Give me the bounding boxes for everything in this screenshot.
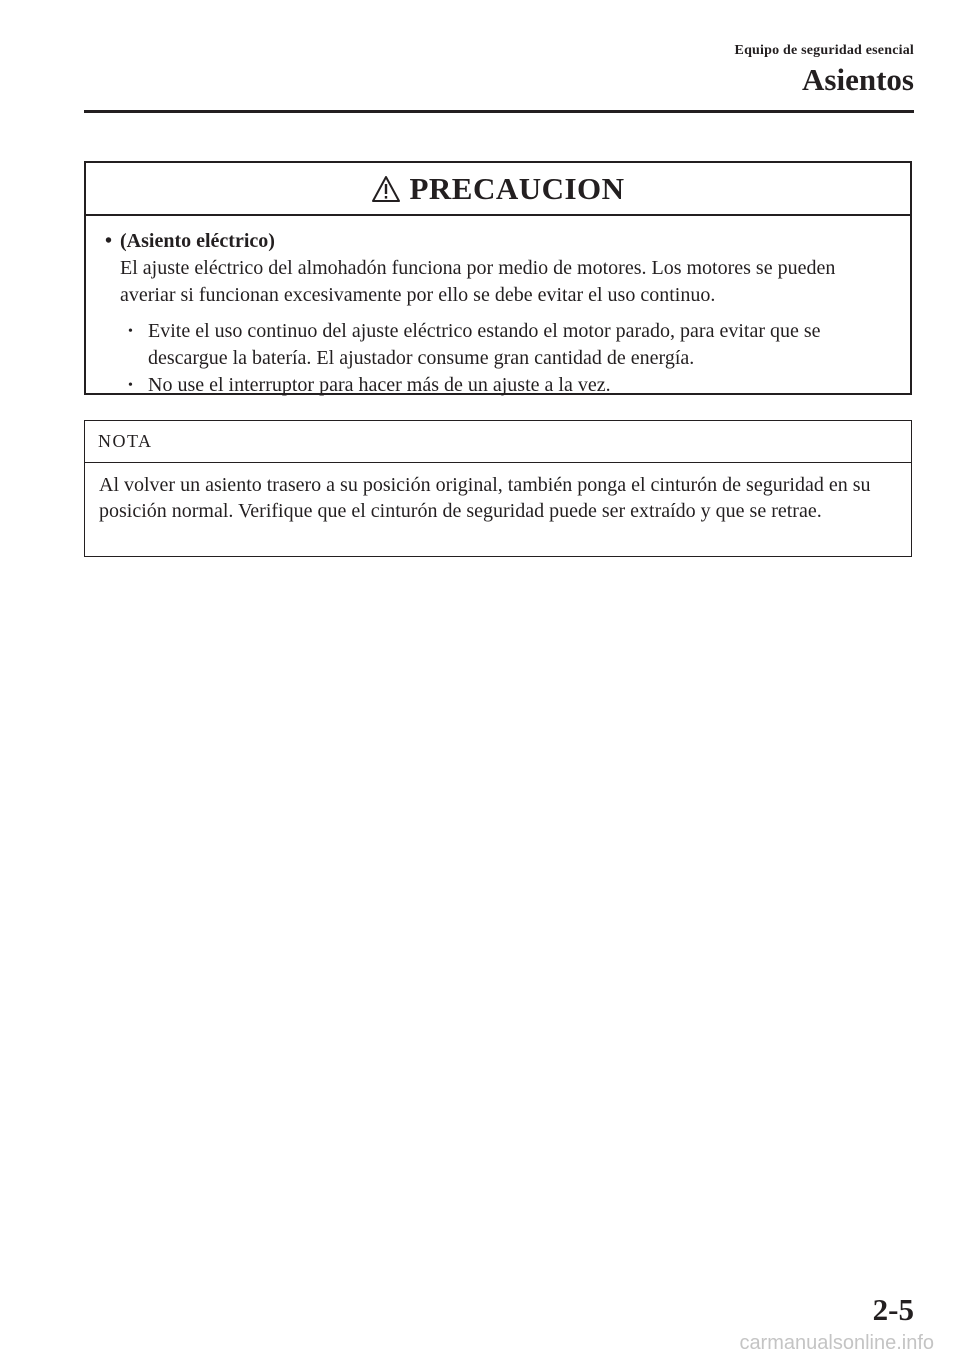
sub-bullet: •: [128, 378, 133, 393]
caution-sublist: [104, 318, 892, 399]
section-title: Equipo de seguridad esencial: [734, 43, 914, 58]
caution-item-text: El ajuste eléctrico del almohadón funciona por medio de motores. Los motores se pueden averiar si funcionan excesivamente por ello se debe evitar el uso continuo.: [120, 257, 836, 306]
caution-title: PRECAUCION: [409, 170, 625, 206]
note-title: NOTA: [85, 421, 911, 463]
chapter-title: Asientos: [802, 62, 914, 97]
header-divider: [84, 110, 914, 113]
caution-item-title: (Asiento eléctrico): [120, 230, 275, 252]
sub-item-text: No use el interruptor para hacer más de un ajuste a la vez.: [148, 374, 611, 396]
caution-body: [86, 216, 910, 399]
bullet: •: [105, 230, 113, 252]
warning-triangle-icon: [371, 175, 401, 203]
note-box: [84, 420, 912, 557]
caution-header: [86, 163, 910, 216]
page-number: 2-5: [872, 1292, 914, 1327]
note-text: Al volver un asiento trasero a su posición original, también ponga el cinturón de seguridad en su posición normal. Verifique que el cinturón de seguridad puede ser extraído y que se retrae.: [99, 474, 871, 522]
list-item: [104, 372, 892, 399]
sub-item-text: Evite el uso continuo del ajuste eléctrico estando el motor parado, para evitar que se descargue la batería. El ajustador consume gran cantidad de energía.: [148, 320, 821, 369]
list-item: [104, 318, 892, 372]
running-header: [735, 42, 914, 98]
sub-bullet: •: [128, 324, 133, 339]
watermark: carmanualsonline.info: [739, 1332, 934, 1354]
caution-box: [84, 161, 912, 395]
